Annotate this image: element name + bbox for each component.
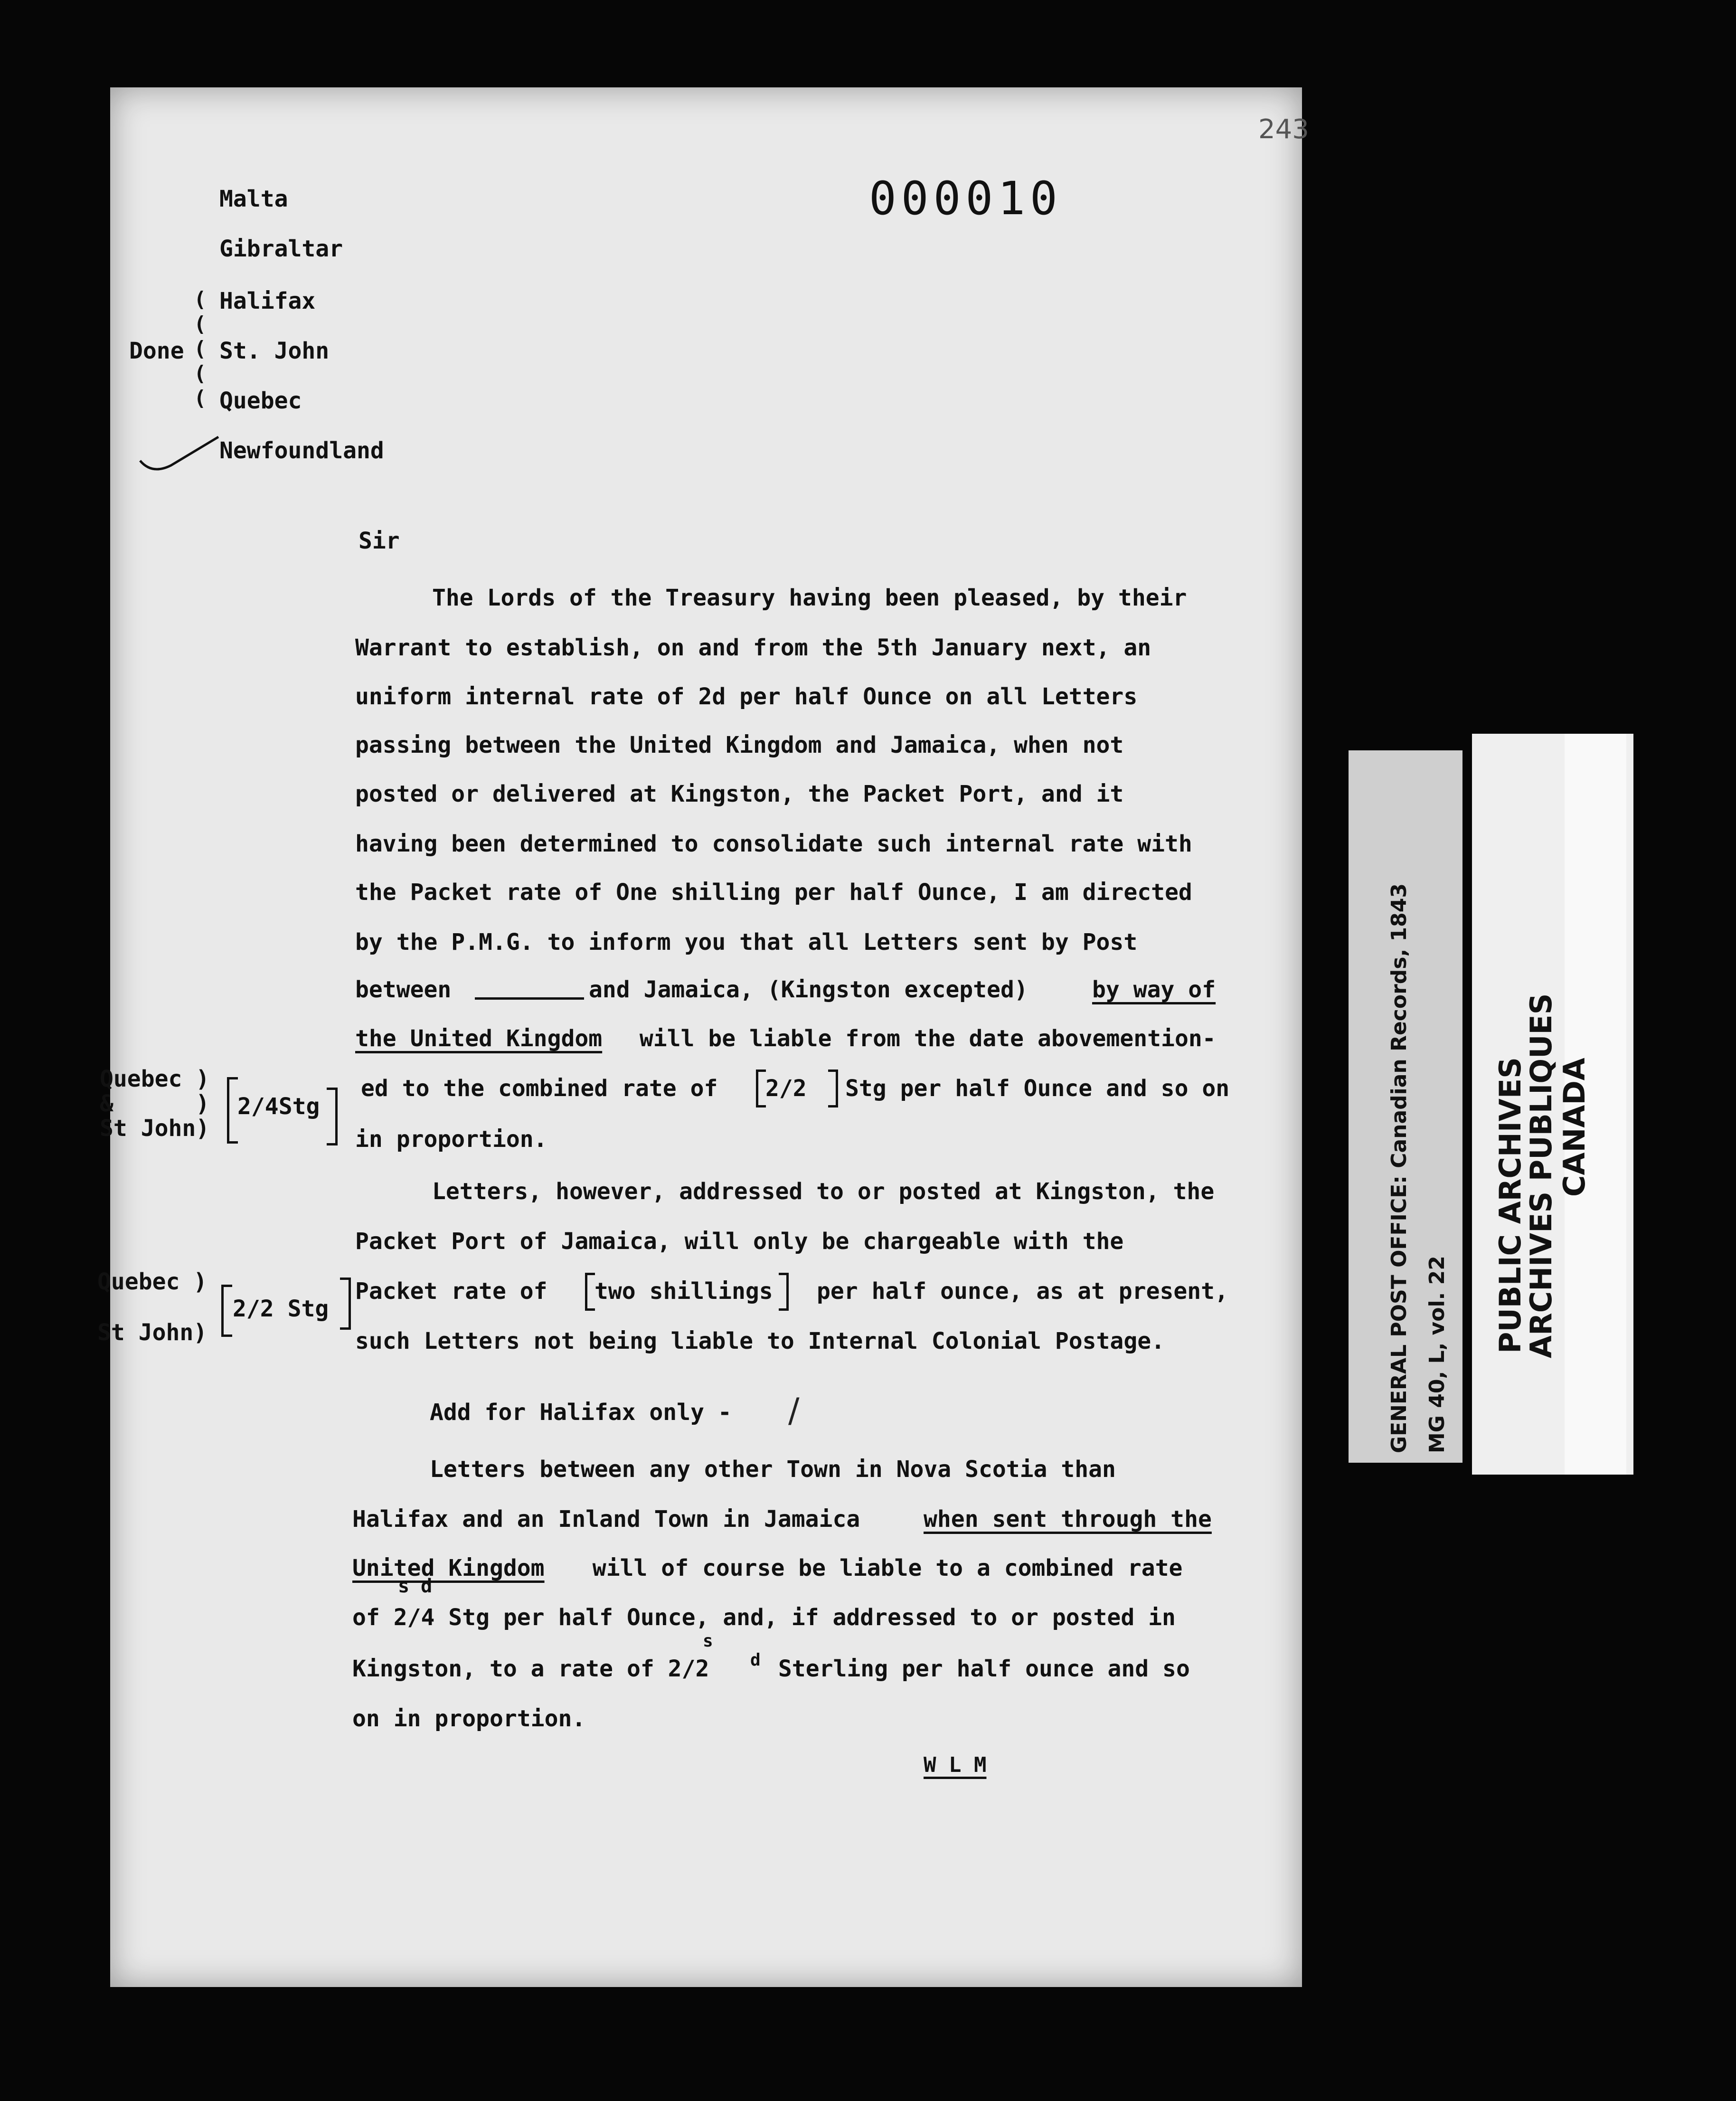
- body-line: having been determined to consolidate such internal rate with: [355, 831, 1192, 857]
- rate-bracket-left: [756, 1069, 766, 1107]
- body-line: per half ounce, as at present,: [817, 1278, 1228, 1305]
- body-line: on in proportion.: [352, 1705, 586, 1732]
- tick-mark: [138, 432, 223, 475]
- body-line: the Packet rate of One shilling per half Ounce, I am directed: [355, 879, 1192, 906]
- margin-bracket-left: [227, 1077, 238, 1144]
- body-line: uniform internal rate of 2d per half Ounce on all Letters: [355, 683, 1138, 710]
- body-line: ed to the combined rate of: [361, 1075, 718, 1102]
- handwritten-mark: /: [788, 1391, 800, 1430]
- body-line: posted or delivered at Kingston, the Packet Port, and it: [355, 781, 1124, 807]
- body-line: will be liable from the date abovemention-: [626, 1025, 1216, 1052]
- archive-stamp-line2: ARCHIVES PUBLIQUES: [1524, 993, 1558, 1358]
- body-line: Packet Port of Jamaica, will only be chargeable with the: [355, 1228, 1124, 1255]
- page-number: 243: [1258, 114, 1309, 145]
- margin-bracket-right: [327, 1088, 338, 1145]
- blank-line: [475, 997, 584, 1000]
- body-line: The Lords of the Treasury having been pleased, by their: [432, 585, 1187, 611]
- s-notation: s: [703, 1631, 713, 1651]
- rate-two-shillings: two shillings: [594, 1278, 773, 1305]
- margin-note-line: & ): [100, 1090, 210, 1117]
- document-number: 000010: [869, 172, 1062, 225]
- margin-note-line: St John): [100, 1115, 210, 1142]
- address-quebec: Quebec: [219, 388, 302, 414]
- salutation: Sir: [359, 528, 400, 554]
- body-line: in proportion.: [355, 1126, 547, 1153]
- body-line: Letters between any other Town in Nova Scotia than: [430, 1456, 1116, 1483]
- margin-rate: 2/4Stg: [237, 1093, 320, 1120]
- body-underlined: United Kingdom: [352, 1555, 545, 1581]
- body-line: by the P.M.G. to inform you that all Letters sent by Post: [355, 929, 1138, 956]
- archive-label-line2: MG 40, L, vol. 22: [1425, 1256, 1449, 1453]
- body-line: will of course be liable to a combined rate: [565, 1555, 1183, 1581]
- margin-bracket-left: [221, 1285, 232, 1337]
- body-line: Halifax and an Inland Town in Jamaica: [352, 1506, 874, 1533]
- margin-note-line: Quebec ): [100, 1066, 210, 1092]
- margin-rate: 2/2 Stg: [233, 1296, 329, 1322]
- body-underlined: by way of: [1092, 976, 1216, 1003]
- d-superscript: d: [750, 1650, 761, 1670]
- margin-bracket-right: [340, 1278, 351, 1330]
- body-line: and Jamaica, (Kingston excepted): [589, 976, 1028, 1003]
- body-line: such Letters not being liable to Internal Colonial Postage.: [355, 1328, 1165, 1354]
- body-line: Letters, however, addressed to or posted at Kingston, the: [432, 1178, 1215, 1205]
- body-line: Packet rate of: [355, 1278, 547, 1305]
- body-line: passing between the United Kingdom and Jamaica, when not: [355, 732, 1124, 758]
- body-underlined: when sent through the: [924, 1506, 1212, 1533]
- body-line: Kingston, to a rate of 2/2: [352, 1656, 709, 1682]
- address-gibraltar: Gibraltar: [219, 236, 343, 262]
- body-underlined: the United Kingdom: [355, 1025, 603, 1052]
- address-halifax: Halifax: [219, 288, 316, 314]
- signature: W L M: [924, 1753, 987, 1777]
- halifax-note: Add for Halifax only -: [430, 1399, 732, 1426]
- archive-stamp-line1: PUBLIC ARCHIVES: [1493, 1057, 1528, 1353]
- body-line: between: [355, 976, 452, 1003]
- rate-bracket-left: [585, 1273, 595, 1311]
- rate-2-2: 2/2: [765, 1075, 807, 1102]
- rate-bracket-right: [779, 1273, 789, 1311]
- rate-bracket-right: [828, 1069, 838, 1107]
- address-newfoundland: Newfoundland: [219, 437, 384, 464]
- address-st-john: St. John: [219, 338, 330, 364]
- sd-notation: s d: [398, 1575, 433, 1597]
- body-line: Stg per half Ounce and so on: [845, 1075, 1230, 1102]
- address-malta: Malta: [219, 186, 288, 212]
- margin-note-line: Quebec ): [97, 1268, 208, 1295]
- archive-stamp-line3: CANADA: [1557, 1058, 1592, 1197]
- body-line: Warrant to establish, on and from the 5th January next, an: [355, 634, 1151, 661]
- archive-label-line1: GENERAL POST OFFICE: Canadian Records, 1843: [1387, 883, 1411, 1453]
- body-line: of 2/4 Stg per half Ounce, and, if addressed to or posted in: [352, 1604, 1176, 1631]
- body-line: Sterling per half ounce and so: [764, 1656, 1190, 1682]
- margin-note-line: St John): [97, 1319, 208, 1346]
- done-bracket: ( ( ( ( (: [194, 287, 207, 410]
- done-note: Done: [129, 338, 184, 364]
